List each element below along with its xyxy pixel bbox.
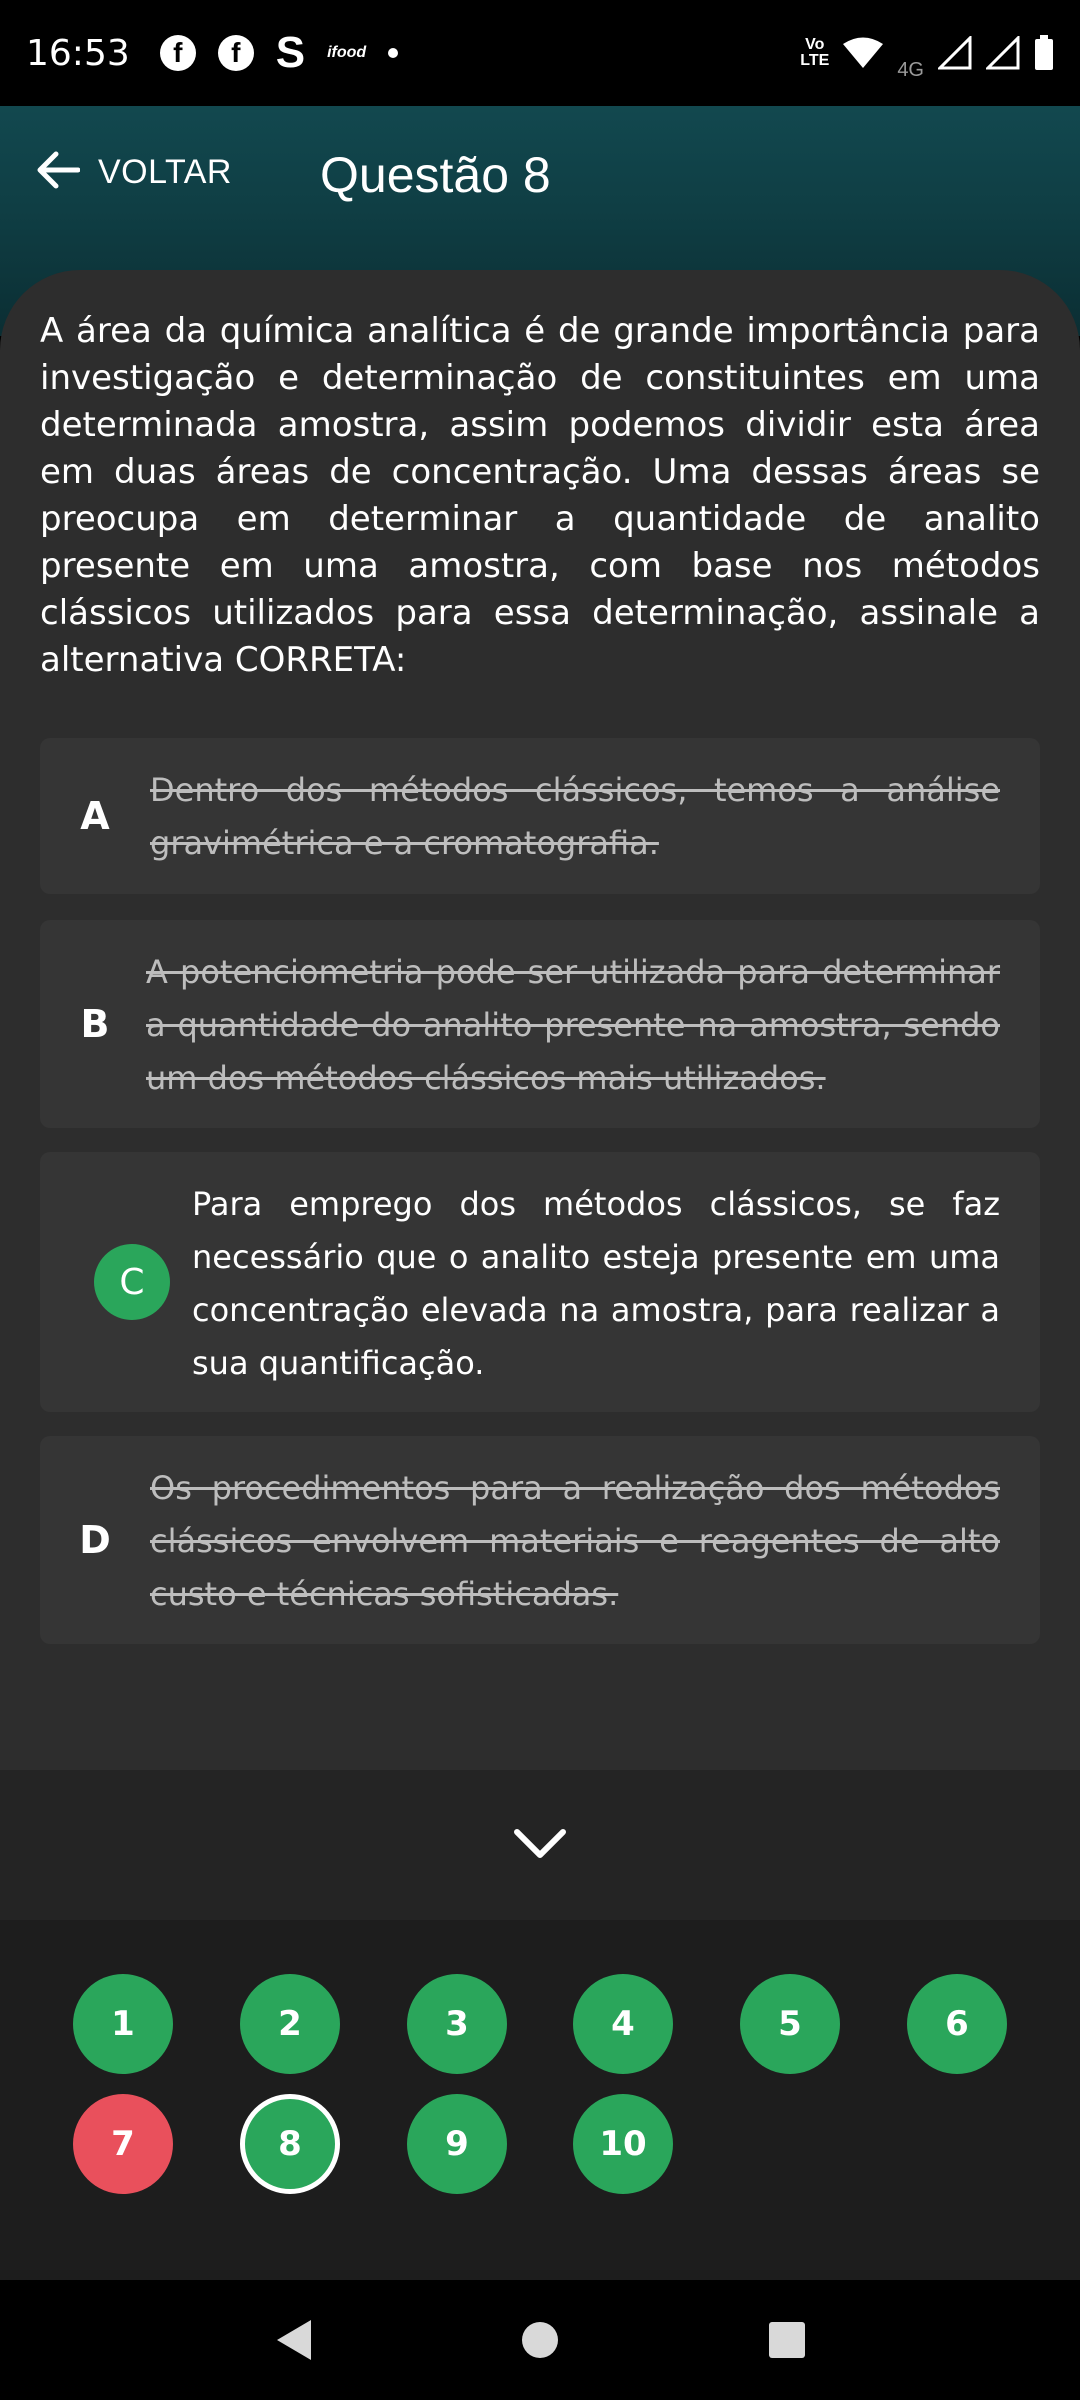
notification-dot-icon xyxy=(388,33,398,73)
volte-icon: Vo LTE xyxy=(800,36,830,69)
status-time: 16:53 xyxy=(26,32,130,74)
arrow-left-icon xyxy=(36,150,80,195)
status-bar xyxy=(0,0,1080,106)
question-nav-button-current[interactable]: 8 xyxy=(240,2094,340,2194)
option-a[interactable] xyxy=(40,738,1040,894)
option-selected-badge: C xyxy=(94,1244,170,1320)
option-letter: B xyxy=(80,1002,110,1046)
home-nav-button[interactable] xyxy=(500,2300,580,2380)
back-button[interactable] xyxy=(36,150,232,195)
option-text: Para emprego dos métodos clássicos, se faz necessário que o analito esteja presente em uma concentração elevada na amostra, para realizar a sua quantificação. xyxy=(192,1185,1000,1382)
question-text: A área da química analítica é de grande importância para investigação e determinação de constituintes em uma determinada amostra, assim podemos dividir esta área em duas áreas de concentração. Uma dessas áreas se preocupa em determinar a quantidade de analito presente em uma amostra, com base nos métodos clássicos utilizados para essa determinação, assinale a alternativa CORRETA: xyxy=(40,311,1040,680)
question-nav-button[interactable]: 5 xyxy=(740,1974,840,2074)
question-nav-button[interactable]: 4 xyxy=(573,1974,673,2074)
chevron-down-icon xyxy=(513,1826,567,1865)
back-nav-button[interactable] xyxy=(253,2300,333,2380)
option-text: Os procedimentos para a realização dos métodos clássicos envolvem materiais e reagentes de alto custo e técnicas sofisticadas. xyxy=(150,1469,1000,1613)
s-app-icon: S xyxy=(275,28,306,77)
question-nav-button[interactable]: 10 xyxy=(573,2094,673,2194)
system-icons xyxy=(800,25,1054,82)
option-text: Dentro dos métodos clássicos, temos a análise gravimétrica e a cromatografia. xyxy=(150,771,1000,862)
battery-icon xyxy=(1034,33,1054,73)
collapse-panel-button[interactable] xyxy=(0,1770,1080,1920)
option-letter: A xyxy=(80,794,110,838)
option-letter: D xyxy=(79,1518,111,1562)
facebook-icon: f xyxy=(160,33,196,73)
notification-icons xyxy=(160,28,398,77)
recents-nav-button[interactable] xyxy=(747,2300,827,2380)
question-nav-button[interactable]: 9 xyxy=(407,2094,507,2194)
question-card xyxy=(0,270,1080,1770)
triangle-back-icon xyxy=(273,2318,313,2362)
network-type-label: 4G xyxy=(897,58,924,81)
signal-icon xyxy=(938,33,972,73)
question-nav-button[interactable]: 3 xyxy=(407,1974,507,2074)
option-text: A potenciometria pode ser utilizada para determinar a quantidade do analito presente na amostra, sendo um dos métodos clássicos mais utilizados. xyxy=(146,953,1000,1097)
back-label: VOLTAR xyxy=(98,153,232,191)
question-nav-button[interactable]: 6 xyxy=(907,1974,1007,2074)
circle-home-icon xyxy=(520,2320,560,2360)
square-recents-icon xyxy=(767,2320,807,2360)
system-navigation-bar xyxy=(0,2280,1080,2400)
question-nav-button[interactable]: 7 xyxy=(73,2094,173,2194)
option-d[interactable] xyxy=(40,1436,1040,1644)
question-navigator xyxy=(0,1920,1080,2280)
wifi-icon xyxy=(843,33,883,73)
ifood-icon: ifood xyxy=(327,44,367,61)
facebook-icon: f xyxy=(218,33,254,73)
page-title: Questão 8 xyxy=(320,147,551,203)
option-b[interactable] xyxy=(40,920,1040,1128)
question-nav-button[interactable]: 1 xyxy=(73,1974,173,2074)
option-c[interactable] xyxy=(40,1152,1040,1412)
question-nav-button[interactable]: 2 xyxy=(240,1974,340,2074)
signal-icon xyxy=(986,33,1020,73)
